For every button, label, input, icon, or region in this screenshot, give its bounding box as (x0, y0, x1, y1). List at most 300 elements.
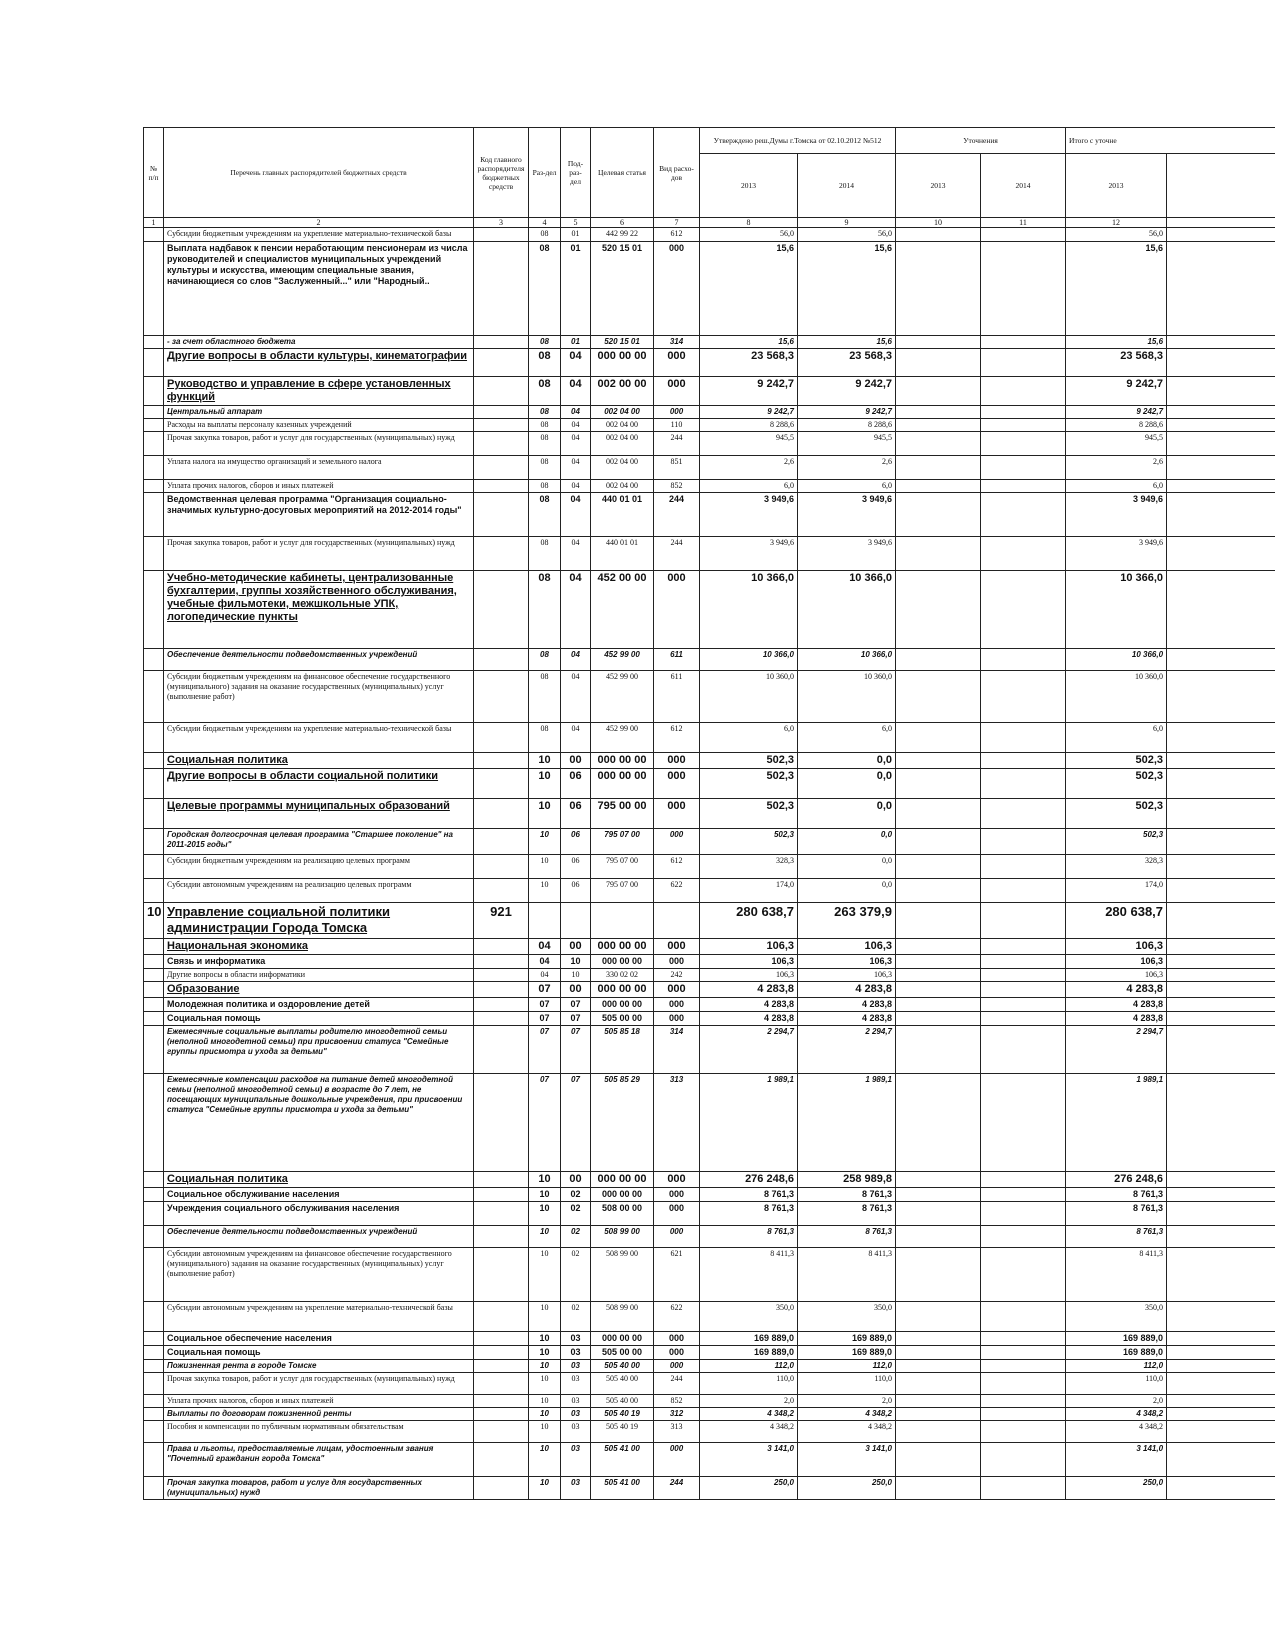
row-type: 000 (654, 955, 700, 969)
row-num (144, 1026, 164, 1074)
row-code (474, 571, 529, 649)
row-approved-2014: 56,0 (798, 228, 896, 242)
row-total-2014 (1167, 1172, 1275, 1188)
row-total-2014 (1167, 1248, 1275, 1302)
row-clarify-2014 (981, 228, 1066, 242)
row-code (474, 955, 529, 969)
row-clarify-2013 (896, 1172, 981, 1188)
row-approved-2013: 945,5 (700, 432, 798, 456)
row-clarify-2013 (896, 1302, 981, 1332)
row-approved-2013: 112,0 (700, 1360, 798, 1373)
row-target: 000 00 00 (591, 1188, 654, 1202)
row-total-2014 (1167, 1395, 1275, 1408)
row-type: 000 (654, 769, 700, 799)
row-total-2014 (1167, 1026, 1275, 1074)
row-approved-2014: 2 294,7 (798, 1026, 896, 1074)
row-code (474, 1188, 529, 1202)
row-type: 000 (654, 1346, 700, 1360)
row-name: Молодежная политика и оздоровление детей (164, 998, 474, 1012)
header-clarify: Уточнения (896, 128, 1066, 154)
row-approved-2014: 6,0 (798, 480, 896, 493)
row-approved-2014: 4 283,8 (798, 998, 896, 1012)
table-row (144, 419, 1275, 432)
row-num (144, 349, 164, 377)
row-total-2014 (1167, 1421, 1275, 1443)
budget-table (143, 127, 1275, 1500)
row-razdel: 10 (529, 1226, 561, 1248)
row-podrazdel: 07 (561, 1012, 591, 1026)
colnum (1167, 218, 1275, 228)
row-code (474, 1373, 529, 1395)
colnum: 11 (981, 218, 1066, 228)
row-code (474, 493, 529, 537)
row-total-2014 (1167, 1373, 1275, 1395)
row-target: 000 00 00 (591, 349, 654, 377)
row-total-2014 (1167, 1302, 1275, 1332)
row-num (144, 1202, 164, 1226)
row-approved-2013: 2,0 (700, 1395, 798, 1408)
row-podrazdel: 00 (561, 982, 591, 998)
table-row (144, 1188, 1275, 1202)
row-code (474, 537, 529, 571)
row-target: 505 85 18 (591, 1026, 654, 1074)
row-clarify-2014 (981, 1332, 1066, 1346)
row-target: 505 40 19 (591, 1421, 654, 1443)
row-approved-2014: 8 411,3 (798, 1248, 896, 1302)
row-num (144, 228, 164, 242)
table-row (144, 903, 1275, 939)
table-row (144, 799, 1275, 829)
table-row (144, 1443, 1275, 1477)
row-type: 621 (654, 1248, 700, 1302)
table-row (144, 336, 1275, 349)
row-clarify-2013 (896, 769, 981, 799)
row-total-2013: 106,3 (1066, 969, 1167, 982)
row-code (474, 879, 529, 903)
table-row (144, 1302, 1275, 1332)
row-code (474, 799, 529, 829)
row-num (144, 799, 164, 829)
row-target: 000 00 00 (591, 998, 654, 1012)
row-approved-2014: 1 989,1 (798, 1074, 896, 1172)
row-razdel: 08 (529, 537, 561, 571)
row-name: Социальная политика (164, 1172, 474, 1188)
row-clarify-2014 (981, 799, 1066, 829)
row-target: 002 04 00 (591, 456, 654, 480)
row-clarify-2013 (896, 336, 981, 349)
row-total-2013: 4 283,8 (1066, 982, 1167, 998)
row-target: 508 99 00 (591, 1226, 654, 1248)
header-total-2014 (1167, 154, 1275, 218)
row-total-2013: 276 248,6 (1066, 1172, 1167, 1188)
row-approved-2013: 106,3 (700, 939, 798, 955)
row-podrazdel: 04 (561, 349, 591, 377)
row-type: 244 (654, 493, 700, 537)
row-total-2013: 15,6 (1066, 336, 1167, 349)
row-name: Связь и информатика (164, 955, 474, 969)
row-target: 795 07 00 (591, 855, 654, 879)
row-podrazdel: 06 (561, 769, 591, 799)
row-code (474, 1074, 529, 1172)
row-approved-2014: 4 283,8 (798, 1012, 896, 1026)
row-approved-2013: 4 283,8 (700, 982, 798, 998)
row-target: 002 04 00 (591, 432, 654, 456)
row-code (474, 753, 529, 769)
row-type: 852 (654, 1395, 700, 1408)
row-total-2014 (1167, 998, 1275, 1012)
colnum: 1 (144, 218, 164, 228)
row-clarify-2013 (896, 1408, 981, 1421)
row-clarify-2014 (981, 671, 1066, 723)
row-podrazdel: 03 (561, 1360, 591, 1373)
row-podrazdel: 03 (561, 1421, 591, 1443)
row-podrazdel: 01 (561, 242, 591, 336)
row-approved-2013: 56,0 (700, 228, 798, 242)
row-podrazdel: 04 (561, 480, 591, 493)
row-approved-2014: 0,0 (798, 799, 896, 829)
row-razdel: 10 (529, 1443, 561, 1477)
colnum: 6 (591, 218, 654, 228)
row-clarify-2014 (981, 723, 1066, 753)
row-target: 520 15 01 (591, 242, 654, 336)
row-podrazdel: 04 (561, 377, 591, 406)
table-row (144, 432, 1275, 456)
row-razdel: 08 (529, 336, 561, 349)
row-razdel: 10 (529, 1408, 561, 1421)
row-razdel: 07 (529, 1012, 561, 1026)
row-razdel: 10 (529, 1373, 561, 1395)
row-approved-2014: 106,3 (798, 969, 896, 982)
row-type: 244 (654, 537, 700, 571)
row-total-2013: 4 348,2 (1066, 1421, 1167, 1443)
row-name: Пожизненная рента в городе Томске (164, 1360, 474, 1373)
table-row (144, 349, 1275, 377)
row-type: 612 (654, 723, 700, 753)
row-clarify-2013 (896, 955, 981, 969)
row-name: Социальная политика (164, 753, 474, 769)
row-name: Прочая закупка товаров, работ и услуг для государственных (муниципальных) нужд (164, 1373, 474, 1395)
row-approved-2014: 10 366,0 (798, 571, 896, 649)
row-clarify-2013 (896, 1360, 981, 1373)
row-approved-2013: 4 283,8 (700, 1012, 798, 1026)
row-clarify-2014 (981, 336, 1066, 349)
row-podrazdel: 04 (561, 723, 591, 753)
row-razdel: 08 (529, 671, 561, 723)
row-type: 000 (654, 1226, 700, 1248)
table-row (144, 939, 1275, 955)
row-num (144, 432, 164, 456)
row-podrazdel: 06 (561, 799, 591, 829)
colnum: 3 (474, 218, 529, 228)
row-razdel: 10 (529, 1172, 561, 1188)
row-clarify-2013 (896, 799, 981, 829)
row-clarify-2013 (896, 969, 981, 982)
row-clarify-2013 (896, 419, 981, 432)
row-name: Другие вопросы в области социальной политики (164, 769, 474, 799)
row-total-2014 (1167, 969, 1275, 982)
row-total-2014 (1167, 419, 1275, 432)
row-target (591, 903, 654, 939)
row-clarify-2013 (896, 1395, 981, 1408)
row-type: 000 (654, 1172, 700, 1188)
row-razdel: 08 (529, 649, 561, 671)
row-target: 505 41 00 (591, 1443, 654, 1477)
row-clarify-2014 (981, 406, 1066, 419)
row-code (474, 829, 529, 855)
row-name: Образование (164, 982, 474, 998)
row-approved-2013: 3 949,6 (700, 493, 798, 537)
row-clarify-2014 (981, 1477, 1066, 1500)
row-podrazdel: 02 (561, 1248, 591, 1302)
row-target: 505 40 19 (591, 1408, 654, 1421)
header-total: Итого с уточне (1066, 128, 1275, 154)
row-code (474, 1346, 529, 1360)
row-approved-2014: 4 348,2 (798, 1408, 896, 1421)
table-row (144, 1421, 1275, 1443)
header-clarify-2013: 2013 (896, 154, 981, 218)
row-razdel: 04 (529, 939, 561, 955)
row-code (474, 228, 529, 242)
row-razdel: 08 (529, 571, 561, 649)
row-num: 10 (144, 903, 164, 939)
row-type: 622 (654, 1302, 700, 1332)
row-target: 002 04 00 (591, 480, 654, 493)
row-clarify-2014 (981, 1302, 1066, 1332)
row-approved-2014: 8 761,3 (798, 1226, 896, 1248)
row-approved-2013: 110,0 (700, 1373, 798, 1395)
row-num (144, 242, 164, 336)
row-name: Социальное обеспечение населения (164, 1332, 474, 1346)
row-total-2013: 56,0 (1066, 228, 1167, 242)
row-name: Уплата прочих налогов, сборов и иных платежей (164, 1395, 474, 1408)
header-clarify-2014: 2014 (981, 154, 1066, 218)
row-razdel: 08 (529, 228, 561, 242)
row-num (144, 537, 164, 571)
row-razdel: 08 (529, 723, 561, 753)
row-clarify-2013 (896, 1074, 981, 1172)
row-code (474, 480, 529, 493)
row-type: 244 (654, 1373, 700, 1395)
row-total-2013: 9 242,7 (1066, 406, 1167, 419)
row-total-2014 (1167, 855, 1275, 879)
row-name: Ведомственная целевая программа "Организация социально-значимых культурно-досуговых мероприятий на 2012-2014 годы" (164, 493, 474, 537)
row-clarify-2014 (981, 537, 1066, 571)
table-row (144, 649, 1275, 671)
row-target: 508 99 00 (591, 1248, 654, 1302)
row-total-2013: 106,3 (1066, 939, 1167, 955)
row-total-2014 (1167, 1202, 1275, 1226)
row-approved-2013: 502,3 (700, 829, 798, 855)
row-target: 452 99 00 (591, 723, 654, 753)
row-num (144, 1395, 164, 1408)
row-total-2013: 169 889,0 (1066, 1332, 1167, 1346)
row-clarify-2014 (981, 1012, 1066, 1026)
row-razdel: 10 (529, 1248, 561, 1302)
row-podrazdel: 04 (561, 419, 591, 432)
row-type: 000 (654, 406, 700, 419)
table-row (144, 723, 1275, 753)
row-clarify-2013 (896, 649, 981, 671)
row-podrazdel: 04 (561, 537, 591, 571)
row-clarify-2013 (896, 493, 981, 537)
row-target: 000 00 00 (591, 753, 654, 769)
row-total-2014 (1167, 879, 1275, 903)
row-code (474, 1421, 529, 1443)
row-total-2013: 328,3 (1066, 855, 1167, 879)
row-num (144, 1477, 164, 1500)
row-approved-2014: 4 283,8 (798, 982, 896, 998)
header-type: Вид расхо-дов (654, 128, 700, 218)
row-razdel: 08 (529, 432, 561, 456)
row-approved-2014: 0,0 (798, 769, 896, 799)
row-num (144, 1302, 164, 1332)
row-target: 452 00 00 (591, 571, 654, 649)
row-podrazdel: 00 (561, 939, 591, 955)
row-name: Обеспечение деятельности подведомственных учреждений (164, 649, 474, 671)
row-razdel: 10 (529, 753, 561, 769)
row-target: 505 40 00 (591, 1373, 654, 1395)
row-approved-2014: 0,0 (798, 753, 896, 769)
row-approved-2013: 2,6 (700, 456, 798, 480)
row-target: 000 00 00 (591, 939, 654, 955)
row-razdel: 10 (529, 1477, 561, 1500)
row-clarify-2013 (896, 998, 981, 1012)
row-clarify-2013 (896, 1226, 981, 1248)
row-clarify-2014 (981, 855, 1066, 879)
row-total-2014 (1167, 480, 1275, 493)
row-total-2013: 280 638,7 (1066, 903, 1167, 939)
row-podrazdel: 04 (561, 406, 591, 419)
row-razdel: 08 (529, 456, 561, 480)
table-row (144, 571, 1275, 649)
row-approved-2014: 3 949,6 (798, 537, 896, 571)
row-razdel: 07 (529, 998, 561, 1012)
row-name: - за счет областного бюджета (164, 336, 474, 349)
row-type: 314 (654, 1026, 700, 1074)
row-razdel: 10 (529, 769, 561, 799)
row-type: 000 (654, 1443, 700, 1477)
row-clarify-2014 (981, 982, 1066, 998)
row-clarify-2013 (896, 671, 981, 723)
row-name: Субсидии бюджетным учреждениям на реализацию целевых программ (164, 855, 474, 879)
row-name: Субсидии автономным учреждениям на укрепление материально-технической базы (164, 1302, 474, 1332)
row-approved-2013: 8 761,3 (700, 1226, 798, 1248)
row-podrazdel: 06 (561, 829, 591, 855)
row-total-2013: 10 366,0 (1066, 649, 1167, 671)
row-total-2014 (1167, 571, 1275, 649)
row-approved-2014: 169 889,0 (798, 1332, 896, 1346)
row-clarify-2013 (896, 1188, 981, 1202)
row-approved-2014: 8 761,3 (798, 1202, 896, 1226)
row-code (474, 1408, 529, 1421)
table-row (144, 1248, 1275, 1302)
table-row (144, 228, 1275, 242)
row-clarify-2013 (896, 723, 981, 753)
table-row (144, 1202, 1275, 1226)
row-code (474, 723, 529, 753)
row-type: 000 (654, 829, 700, 855)
row-type: 000 (654, 242, 700, 336)
table-row (144, 671, 1275, 723)
row-total-2014 (1167, 1012, 1275, 1026)
row-total-2014 (1167, 432, 1275, 456)
table-row (144, 1395, 1275, 1408)
row-razdel: 10 (529, 1302, 561, 1332)
row-type: 000 (654, 1360, 700, 1373)
row-approved-2013: 2 294,7 (700, 1026, 798, 1074)
header-approved: Утверждено реш.Думы г.Томска от 02.10.2012 №512 (700, 128, 896, 154)
row-type: 110 (654, 419, 700, 432)
row-clarify-2014 (981, 769, 1066, 799)
row-razdel: 10 (529, 1346, 561, 1360)
row-name: Другие вопросы в области культуры, кинематографии (164, 349, 474, 377)
row-razdel: 04 (529, 969, 561, 982)
row-num (144, 406, 164, 419)
row-type: 612 (654, 855, 700, 879)
row-target: 330 02 02 (591, 969, 654, 982)
row-approved-2014: 110,0 (798, 1373, 896, 1395)
row-type: 000 (654, 939, 700, 955)
table-row (144, 769, 1275, 799)
row-total-2013: 8 761,3 (1066, 1226, 1167, 1248)
table-row (144, 969, 1275, 982)
row-target: 795 00 00 (591, 799, 654, 829)
row-clarify-2014 (981, 939, 1066, 955)
colnum: 4 (529, 218, 561, 228)
row-approved-2013: 169 889,0 (700, 1346, 798, 1360)
row-approved-2014: 106,3 (798, 939, 896, 955)
row-approved-2013: 280 638,7 (700, 903, 798, 939)
table-row (144, 1477, 1275, 1500)
row-podrazdel: 03 (561, 1373, 591, 1395)
table-row (144, 1012, 1275, 1026)
row-razdel: 08 (529, 406, 561, 419)
row-clarify-2013 (896, 829, 981, 855)
row-clarify-2013 (896, 879, 981, 903)
row-total-2013: 23 568,3 (1066, 349, 1167, 377)
table-row (144, 242, 1275, 336)
row-razdel: 04 (529, 955, 561, 969)
row-name: Руководство и управление в сфере установленных функций (164, 377, 474, 406)
row-approved-2014: 8 761,3 (798, 1188, 896, 1202)
row-type: 312 (654, 1408, 700, 1421)
row-total-2014 (1167, 723, 1275, 753)
row-clarify-2014 (981, 1421, 1066, 1443)
row-target: 505 00 00 (591, 1346, 654, 1360)
header-target: Целевая статья (591, 128, 654, 218)
row-target: 000 00 00 (591, 955, 654, 969)
row-razdel: 10 (529, 1332, 561, 1346)
row-type: 611 (654, 671, 700, 723)
row-total-2014 (1167, 1226, 1275, 1248)
row-approved-2014: 169 889,0 (798, 1346, 896, 1360)
row-total-2014 (1167, 982, 1275, 998)
colnum: 2 (164, 218, 474, 228)
row-total-2014 (1167, 1188, 1275, 1202)
table-row (144, 456, 1275, 480)
row-razdel: 07 (529, 1074, 561, 1172)
row-clarify-2014 (981, 1188, 1066, 1202)
row-razdel: 10 (529, 799, 561, 829)
header-podrazdel: Под-раз-дел (561, 128, 591, 218)
row-clarify-2014 (981, 480, 1066, 493)
row-total-2013: 8 411,3 (1066, 1248, 1167, 1302)
row-clarify-2014 (981, 998, 1066, 1012)
row-name: Ежемесячные социальные выплаты родителю многодетной семьи (неполной многодетной семьи) при присвоении статуса "Семейные группы присмотра и ухода за детьми" (164, 1026, 474, 1074)
table-row (144, 1408, 1275, 1421)
row-approved-2014: 15,6 (798, 336, 896, 349)
row-code (474, 1360, 529, 1373)
